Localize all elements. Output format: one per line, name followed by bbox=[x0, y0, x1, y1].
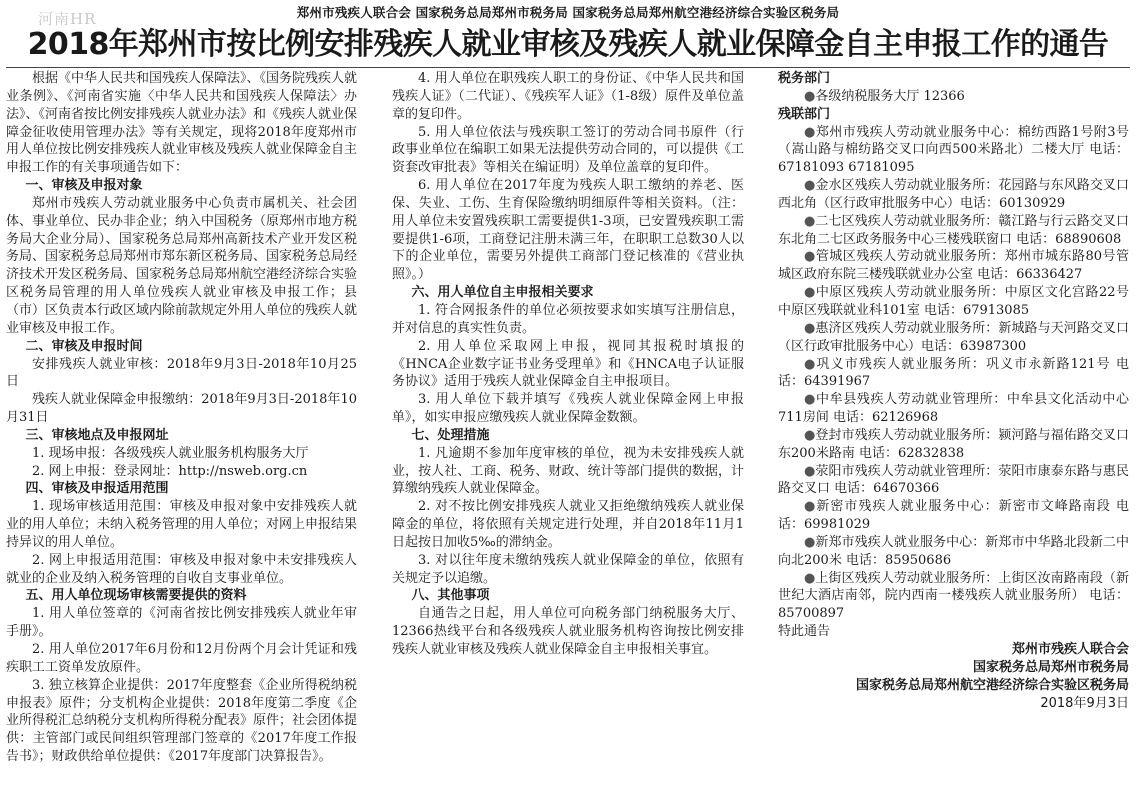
office-item bbox=[778, 498, 1129, 534]
section-4-p1: 1. 现场审核适用范围：审核及申报对象中安排残疾人就业的用人单位；未纳入税务管理的用人单位；对网上申报结果持异议的用人单位。 bbox=[6, 499, 358, 550]
bullet-icon: ● bbox=[804, 178, 816, 194]
column-1 bbox=[6, 70, 357, 766]
office-item-text: 新密市残疾人就业服务中心：新密市文峰路南段 电话：69981029 bbox=[778, 499, 1130, 533]
office-item bbox=[778, 177, 1129, 213]
section-3-heading: 三、审核地点及申报网址 bbox=[25, 427, 169, 443]
office-item-text: 金水区残疾人劳动就业服务所：花园路与东风路交叉口西北角（区行政审批服务中心）电话：60130929 bbox=[778, 178, 1129, 211]
office-item-text: 惠济区残疾人劳动就业服务所：新城路与天河路交叉口（区行政审批服务中心）电话：63987300 bbox=[778, 320, 1129, 354]
section-5-heading: 五、用人单位现场审核需要提供的资料 bbox=[25, 588, 247, 604]
office-item bbox=[778, 356, 1129, 392]
office-item-text: 管城区残疾人劳动就业服务所：郑州市城东路80号管城区政府东院三楼残联就业办公室 电话：66336427 bbox=[778, 249, 1129, 283]
section-5-p5: 5. 用人单位依法与残疾职工签订的劳动合同书原件（行政事业单位在编职工如果无法提供劳动合同的，可以提供《工资套改审批表》等相关在编证明）及单位盖章的复印件。 bbox=[392, 124, 744, 176]
section-1-body: 郑州市残疾人劳动就业服务中心负责市属机关、社会团体、事业单位、民办非企业；纳入中国税务（原郑州市地方税务局大企业分局）、国家税务总局郑州高新技术产业开发区税务局、国家税务总局郑州市郑东新区税务局、国家税务总局经济技术开发区税务局、国家税务总局郑州航空港经济综合实验区税务局管理的用人单位残疾人就业审核及申报工作；县（市）区负责本行政区域内除前款规定外用人单位的残疾人就业审核及申报工作。 bbox=[6, 195, 358, 336]
office-item-text: 郑州市残疾人劳动就业服务中心：棉纺西路1号附3号（嵩山路与棉纺路交叉口向西500米路北）二楼大厅 电话：67181093 67181095 bbox=[778, 124, 1130, 176]
section-7-p2: 2. 对不按比例安排残疾人就业又拒绝缴纳残疾人就业保障金的单位，将依照有关规定进行处理，并自2018年11月1日起按日加收5‰的滞纳金。 bbox=[392, 499, 744, 550]
section-3-p2: 2. 网上申报：登录网址：http://nsweb.org.cn bbox=[32, 463, 308, 479]
bullet-icon: ● bbox=[804, 124, 816, 140]
section-4-heading: 四、审核及申报适用范围 bbox=[25, 481, 169, 497]
office-item bbox=[778, 391, 1129, 427]
issuers-header: 郑州市残疾人联合会 国家税务总局郑州市税务局 国家税务总局郑州航空港经济综合实验区税务局 bbox=[296, 5, 840, 20]
office-item bbox=[778, 284, 1129, 320]
signature-1: 郑州市残疾人联合会 bbox=[1011, 642, 1129, 657]
tax-dept-item-text: 各级纳税服务大厅 12366 bbox=[815, 88, 965, 104]
bullet-icon: ● bbox=[804, 534, 816, 550]
bullet-icon: ● bbox=[804, 463, 816, 479]
bullet-icon: ● bbox=[804, 213, 816, 229]
section-6-p2: 2. 用人单位采取网上申报，视同其报税时填报的《HNCA企业数字证书业务受理单》和《HNCA电子认证服务协议》适用于残疾人就业保障金自主申报项目。 bbox=[392, 338, 744, 390]
office-item bbox=[778, 427, 1129, 463]
bullet-icon: ● bbox=[804, 249, 816, 265]
section-4-p2: 2. 网上申报适用范围：审核及申报对象中未安排残疾人就业的企业及纳入税务管理的自收自支事业单位。 bbox=[6, 552, 357, 586]
office-item-text: 登封市残疾人劳动就业服务所：颍河路与福佑路交叉口东200米路南 电话：62832838 bbox=[778, 427, 1129, 461]
bullet-icon: ● bbox=[804, 285, 816, 301]
office-item bbox=[778, 463, 1129, 499]
office-item-text: 二七区残疾人劳动就业服务所：赣江路与行云路交叉口东北角二七区政务服务中心三楼残联窗口 电话：68890608 bbox=[778, 213, 1129, 247]
section-2-p2: 残疾人就业保障金申报缴纳：2018年9月3日-2018年10月31日 bbox=[6, 392, 357, 426]
page-title: 2018年郑州市按比例安排残疾人就业审核及残疾人就业保障金自主申报工作的通告 bbox=[27, 27, 1109, 62]
tax-dept-item bbox=[778, 88, 1129, 106]
section-8-heading: 八、其他事项 bbox=[411, 588, 490, 604]
bullet-icon: ● bbox=[804, 356, 817, 372]
section-7-p3: 3. 对以往年度未缴纳残疾人就业保障金的单位，依照有关规定予以追缴。 bbox=[392, 552, 744, 586]
section-5-p2: 2. 用人单位2017年6月份和12月份两个月会计凭证和残疾职工工资单发放原件。 bbox=[6, 642, 357, 675]
column-2 bbox=[392, 70, 744, 659]
office-item bbox=[778, 124, 1129, 178]
signature-3: 国家税务总局郑州航空港经济综合实验区税务局 bbox=[855, 677, 1129, 693]
section-6-heading: 六、用人单位自主申报相关要求 bbox=[411, 285, 594, 301]
office-item bbox=[778, 213, 1129, 249]
section-2-p1: 安排残疾人就业审核：2018年9月3日-2018年10月25日 bbox=[6, 356, 357, 390]
office-item-text: 新郑市残疾人就业服务中心：新郑市中华路北段新二中向北200米 电话：85950686 bbox=[778, 534, 1129, 568]
intro-paragraph: 根据《中华人民共和国残疾人保障法》、《国务院残疾人就业条例》、《河南省实施〈中华人民共和国残疾人保障法〉办法》、《河南省按比例安排残疾人就业办法》和《残疾人就业保障金征收使用管理办法》等有关规定，现将2018年度郑州市用人单位按比例安排残疾人就业审核及残疾人就业保障金自主申报工作的有关事项通告如下： bbox=[6, 71, 358, 176]
section-1-heading: 一、审核及申报对象 bbox=[25, 178, 143, 194]
office-item-text: 中牟县残疾人劳动就业管理所：中牟县文化活动中心711房间 电话：62126968 bbox=[778, 392, 1129, 426]
bullet-icon: ● bbox=[804, 392, 816, 408]
signature-2: 国家税务总局郑州市税务局 bbox=[972, 659, 1129, 675]
section-6-p3: 3. 用人单位下载并填写《残疾人就业保障金网上申报单》，如实申报应缴残疾人就业保障金数额。 bbox=[392, 392, 744, 426]
office-item bbox=[778, 534, 1129, 570]
office-item-text: 巩义市残疾人就业服务所：巩义市永新路121号 电话：64391967 bbox=[778, 356, 1129, 390]
watermark-text: 河南HR bbox=[38, 10, 97, 28]
bullet-icon: ● bbox=[804, 320, 816, 336]
title-divider bbox=[6, 67, 1130, 68]
column-3 bbox=[778, 70, 1129, 712]
closing-text: 特此通告 bbox=[778, 624, 831, 640]
office-item bbox=[778, 248, 1129, 284]
section-8-p1: 自通告之日起，用人单位可向税务部门纳税服务大厅、12366热线平台和各级残疾人就业服务机构咨询按比例安排残疾人就业审核及残疾人就业保障金自主申报相关事宜。 bbox=[392, 606, 744, 657]
bullet-icon: ● bbox=[804, 499, 817, 515]
disabled-dept-heading: 残联部门 bbox=[778, 106, 831, 122]
office-item bbox=[778, 570, 1129, 624]
office-item-text: 中原区残疾人劳动就业服务所：中原区文化宫路22号中原区残联就业科101室 电话：67913085 bbox=[778, 285, 1129, 318]
office-item bbox=[778, 320, 1129, 356]
office-item-text: 上街区残疾人劳动就业服务所：上街区汝南路南段（新世纪大酒店南邻，院内西南一楼残疾人就业服务所） 电话：85700897 bbox=[778, 570, 1129, 622]
bullet-icon: ● bbox=[804, 88, 816, 104]
section-2-heading: 二、审核及申报时间 bbox=[25, 338, 143, 354]
section-6-p1: 1. 符合网报条件的单位必须按要求如实填写注册信息，并对信息的真实性负责。 bbox=[392, 302, 744, 336]
tax-dept-heading: 税务部门 bbox=[778, 71, 831, 86]
section-5-p3: 3. 独立核算企业提供：2017年度整套《企业所得税纳税申报表》原件；分支机构企业提供：2018年度第二季度《企业所得税汇总纳税分支机构所得税分配表》原件；社会团体提供：主管部门或民间组织管理部门签章的《2017年度工作报告书》；财政供给单位提供：《2017年度部门决算报告》。 bbox=[6, 677, 358, 765]
section-5-p4: 4. 用人单位在职残疾人职工的身份证、《中华人民共和国残疾人证》（二代证）、《残疾军人证》（1-8级）原件及单位盖章的复印件。 bbox=[392, 71, 744, 122]
section-7-heading: 七、处理措施 bbox=[411, 427, 490, 443]
office-item-text: 荥阳市残疾人劳动就业管理所：荥阳市康泰东路与惠民路交叉口 电话：64670366 bbox=[778, 463, 1129, 497]
bullet-icon: ● bbox=[804, 570, 816, 586]
section-3-p1: 1. 现场申报：各级残疾人就业服务机构服务大厅 bbox=[32, 445, 309, 461]
section-7-p1: 1. 凡逾期不参加年度审核的单位，视为未安排残疾人就业，按人社、工商、税务、财政、统计等部门提供的数据，计算缴纳残疾人就业保障金。 bbox=[392, 445, 744, 497]
section-5-p1: 1. 用人单位签章的《河南省按比例安排残疾人就业年审手册》。 bbox=[6, 606, 357, 640]
notice-date: 2018年9月3日 bbox=[1040, 695, 1129, 711]
section-5-p6: 6. 用人单位在2017年度为残疾人职工缴纳的养老、医保、失业、工伤、生育保险缴纳明细原件等相关资料。（注：用人单位未安置残疾职工需要提供1-3项，已安置残疾职工需要提供1-6项，工商登记注册未满三年，在职职工总数30人以下的企业单位，需要另外提供工商部门登记核准的《营业执照》。） bbox=[392, 178, 744, 283]
bullet-icon: ● bbox=[804, 427, 816, 443]
